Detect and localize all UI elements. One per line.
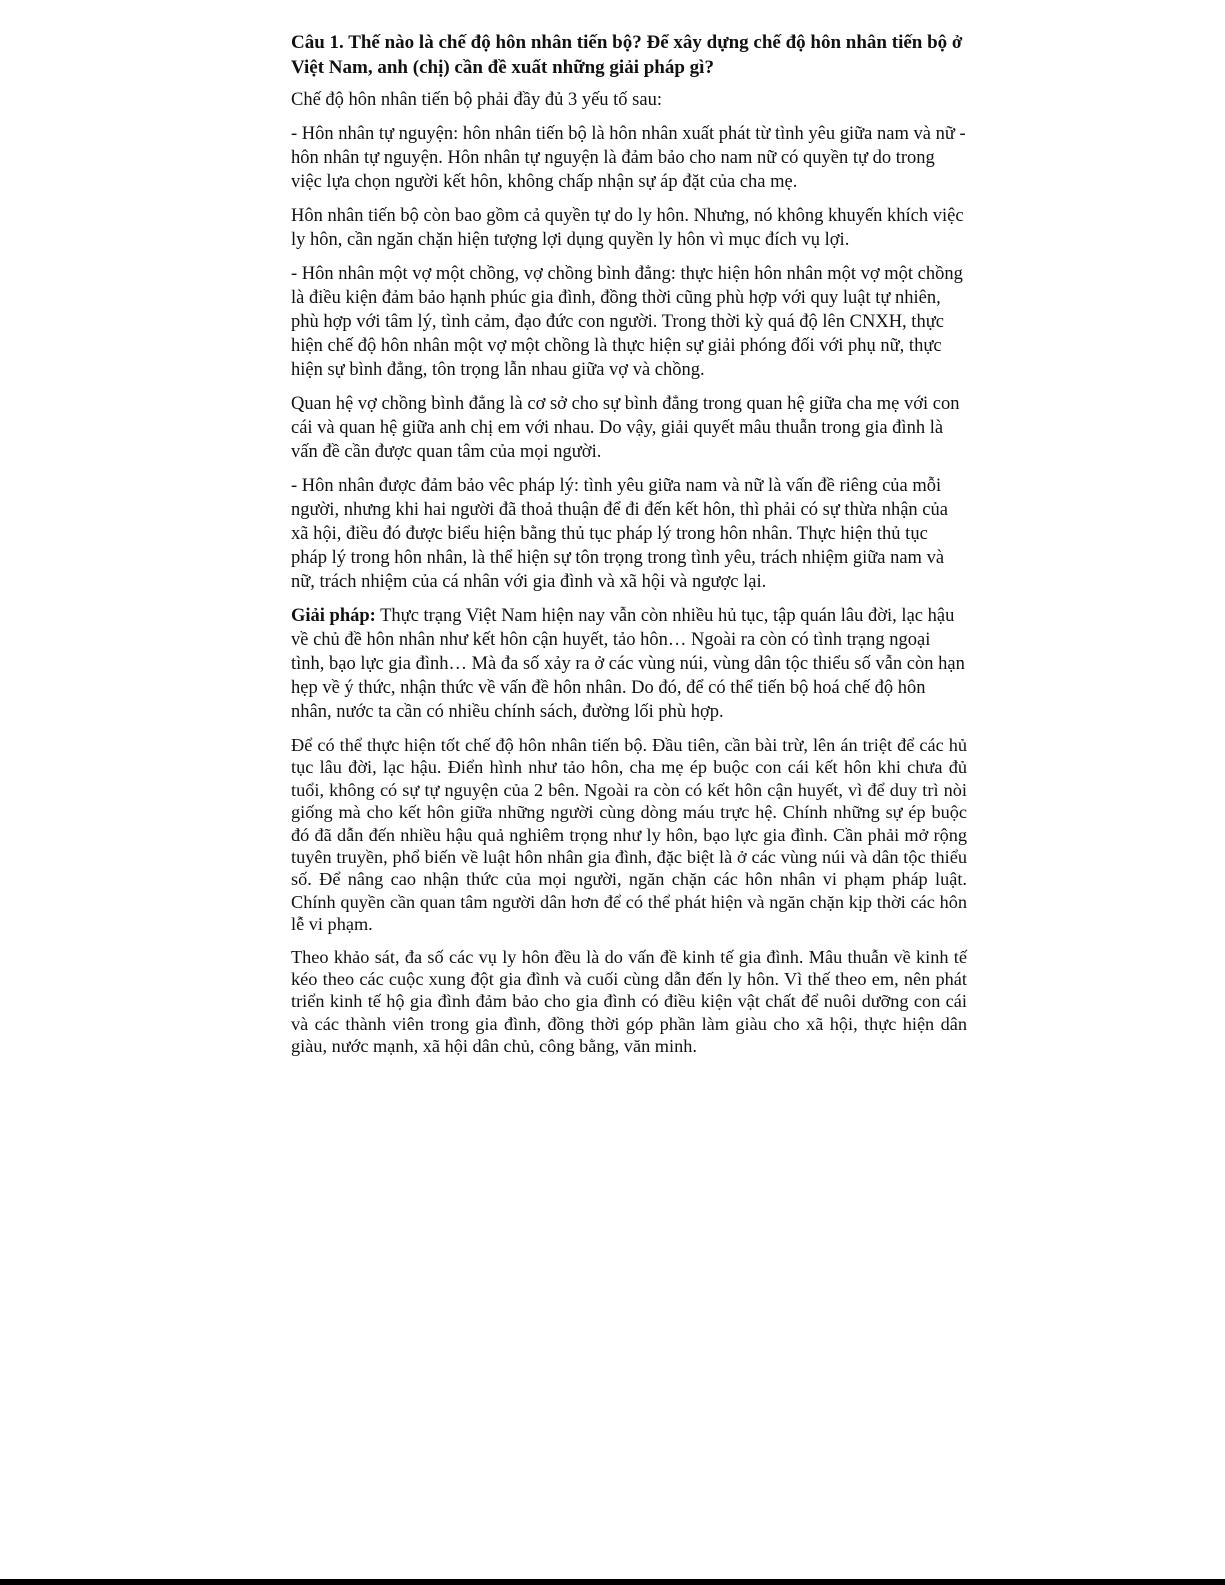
paragraph-solution	[291, 604, 967, 724]
paragraph-equality: Quan hệ vợ chồng bình đẳng là cơ sở cho sự bình đẳng trong quan hệ giữa cha mẹ với con cái và quan hệ giữa anh chị em với nhau. Do vậy, giải quyết mâu thuẫn trong gia đình là vấn đề cần được quan tâm của mọi người.	[291, 394, 960, 462]
intro-paragraph: Chế độ hôn nhân tiến bộ phải đầy đủ 3 yếu tố sau:	[291, 90, 662, 110]
solution-text: Thực trạng Việt Nam hiện nay vẫn còn nhiều hủ tục, tập quán lâu đời, lạc hậu về chủ đề hôn nhân như kết hôn cận huyết, tảo hôn… Ngoài ra còn có tình trạng ngoại tình, bạo lực gia đình… Mà đa số xảy ra ở các vùng núi, vùng dân tộc thiểu số vẫn còn hạn hẹp về ý thức, nhận thức về vấn đề hôn nhân. Do đó, để có thể tiến bộ hoá chế độ hôn nhân, nước ta cần có nhiều chính sách, đường lối phù hợp.	[291, 606, 965, 722]
paragraph-voluntary-marriage: - Hôn nhân tự nguyện: hôn nhân tiến bộ là hôn nhân xuất phát từ tình yêu giữa nam và nữ - hôn nhân tự nguyện. Hôn nhân tự nguyện là đảm bảo cho nam nữ có quyền tự do trong việc lựa chọn người kết hôn, không chấp nhận sự áp đặt của cha mẹ.	[291, 124, 966, 192]
paragraph-implementation: Để có thể thực hiện tốt chế độ hôn nhân tiến bộ. Đầu tiên, cần bài trừ, lên án triệt để các hủ tục lâu đời, lạc hậu. Điển hình như tảo hôn, cha mẹ ép buộc con cái kết hôn khi chưa đủ tuổi, không có sự tự nguyện của 2 bên. Ngoài ra còn có kết hôn cận huyết, vì để duy trì nòi giống mà cho kết hôn giữa những người cùng dòng máu trực hệ. Chính những sự ép buộc đó đã dẫn đến nhiều hậu quả nghiêm trọng như ly hôn, bạo lực gia đình. Cần phải mở rộng tuyên truyền, phổ biến về luật hôn nhân gia đình, đặc biệt là ở các vùng núi và dân tộc thiểu số. Để nâng cao nhận thức của mọi người, ngăn chặn các hôn nhân vi phạm pháp luật. Chính quyền cần quan tâm người dân hơn để có thể phát hiện và ngăn chặn kịp thời các hôn lễ vi phạm.	[291, 735, 967, 935]
question-heading: Câu 1. Thế nào là chế độ hôn nhân tiến bộ? Để xây dựng chế độ hôn nhân tiến bộ ở Việt Nam, anh (chị) cần đề xuất những giải pháp gì?	[291, 32, 963, 78]
document-page	[291, 30, 967, 1068]
paragraph-legal: - Hôn nhân được đảm bảo vêc pháp lý: tình yêu giữa nam và nữ là vấn đề riêng của mỗi người, nhưng khi hai người đã thoả thuận để đi đến kết hôn, thì phải có sự thừa nhận của xã hội, điều đó được biểu hiện bằng thủ tục pháp lý trong hôn nhân. Thực hiện thủ tục pháp lý trong hôn nhân, là thể hiện sự tôn trọng trong tình yêu, trách nhiệm giữa nam và nữ, trách nhiệm của cá nhân với gia đình và xã hội và ngược lại.	[291, 476, 948, 592]
page-bottom-border	[0, 1579, 1225, 1585]
solution-label: Giải pháp:	[291, 606, 376, 626]
paragraph-economy: Theo khảo sát, đa số các vụ ly hôn đều là do vấn đề kinh tế gia đình. Mâu thuẫn về kinh tế kéo theo các cuộc xung đột gia đình và cuối cùng dẫn đến ly hôn. Vì thế theo em, nên phát triển kinh tế hộ gia đình đảm bảo cho gia đình có điều kiện vật chất để nuôi dưỡng con cái và các thành viên trong gia đình, đồng thời góp phần làm giàu cho xã hội, thực hiện dân giàu, nước mạnh, xã hội dân chủ, công bằng, văn minh.	[291, 946, 967, 1057]
paragraph-monogamy: - Hôn nhân một vợ một chồng, vợ chồng bình đẳng: thực hiện hôn nhân một vợ một chồng là điều kiện đảm bảo hạnh phúc gia đình, đồng thời cũng phù hợp với quy luật tự nhiên, phù hợp với tâm lý, tình cảm, đạo đức con người. Trong thời kỳ quá độ lên CNXH, thực hiện chế độ hôn nhân một vợ một chồng là thực hiện sự giải phóng đối với phụ nữ, thực hiện sự bình đẳng, tôn trọng lẫn nhau giữa vợ và chồng.	[291, 264, 963, 380]
paragraph-divorce-freedom: Hôn nhân tiến bộ còn bao gồm cả quyền tự do ly hôn. Nhưng, nó không khuyến khích việc ly hôn, cần ngăn chặn hiện tượng lợi dụng quyền ly hôn vì mục đích vụ lợi.	[291, 206, 964, 250]
